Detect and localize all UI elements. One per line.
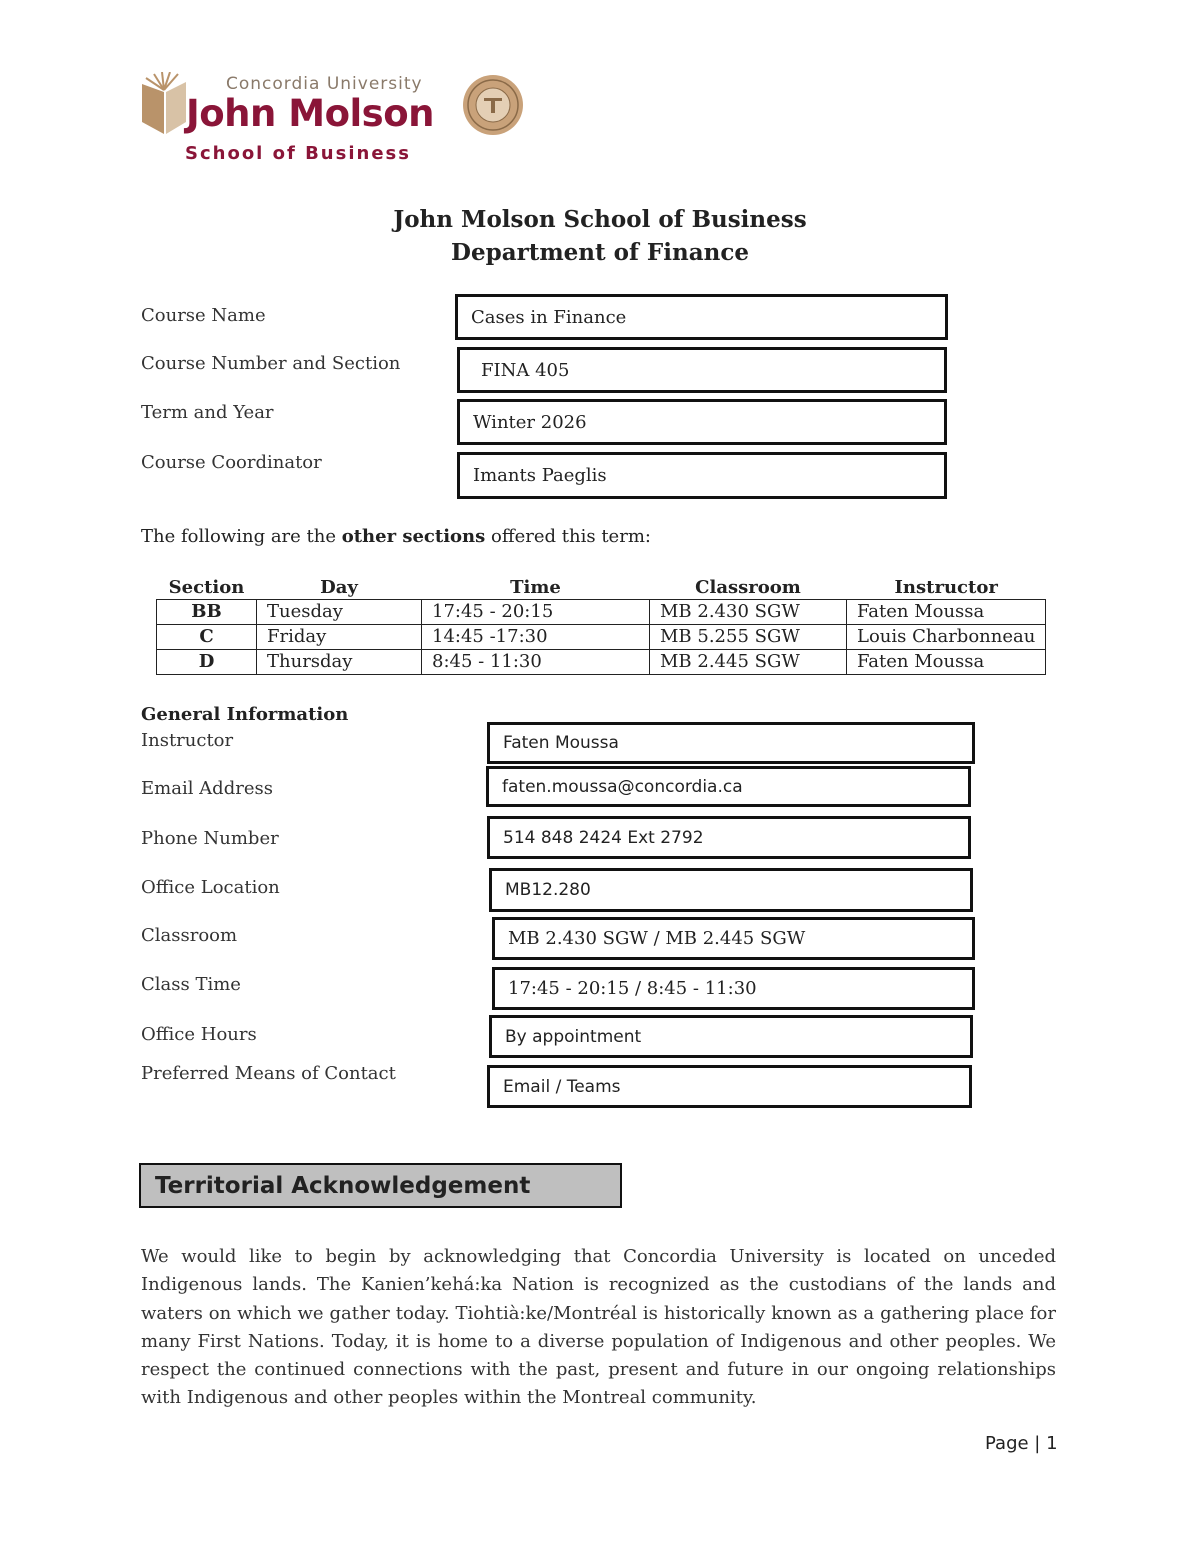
table-cell-classroom: MB 2.445 SGW: [650, 650, 847, 675]
course-coordinator-field: Imants Paeglis: [457, 452, 947, 499]
office-location-label: Office Location: [141, 877, 280, 898]
instructor-label: Instructor: [141, 730, 234, 751]
instructor-field: Faten Moussa: [487, 722, 975, 764]
territorial-acknowledgement-text: We would like to begin by acknowledging that Concordia University is located on unceded Indigenous lands. The Kanien’kehá:ka Nation is recognized as the custodians of the lands and waters on which we gather today. Tiohtià:ke/Montréal is historically known as a gathering place for many First Nations. Today, it is home to a diverse population of Indigenous and other peoples. We respect the continued connections with the past, present and future in our ongoing relationships with Indigenous and other peoples within the Montreal community.: [141, 1246, 1056, 1409]
logo-school-suffix: School of Business: [185, 143, 411, 164]
classroom-label: Classroom: [141, 925, 238, 946]
table-row: [157, 600, 1046, 625]
classroom-field: MB 2.430 SGW / MB 2.445 SGW: [492, 917, 975, 960]
table-header-time: Time: [510, 577, 561, 598]
department-heading: Department of Finance: [451, 239, 749, 266]
table-cell-instructor: Louis Charbonneau: [847, 625, 1046, 650]
sections-intro-suffix: offered this term:: [485, 526, 651, 547]
table-cell-section: BB: [157, 600, 257, 625]
sections-intro: [141, 526, 651, 547]
table-cell-time: 8:45 - 11:30: [422, 650, 650, 675]
email-field: faten.moussa@concordia.ca: [486, 766, 971, 807]
book-logo-icon: [140, 72, 190, 142]
table-cell-day: Tuesday: [257, 600, 422, 625]
table-cell-classroom: MB 2.430 SGW: [650, 600, 847, 625]
course-number-field: FINA 405: [457, 347, 947, 393]
table-row: [157, 625, 1046, 650]
office-hours-label: Office Hours: [141, 1024, 257, 1045]
preferred-contact-label: Preferred Means of Contact: [141, 1063, 396, 1084]
term-year-label: Term and Year: [141, 402, 274, 423]
course-name-field: Cases in Finance: [455, 294, 948, 340]
jmsb-logo: [140, 70, 434, 170]
table-cell-instructor: Faten Moussa: [847, 600, 1046, 625]
general-information-heading: General Information: [141, 704, 349, 725]
office-location-field: MB12.280: [489, 868, 973, 912]
table-header-day: Day: [320, 577, 358, 598]
term-year-field: Winter 2026: [457, 399, 947, 445]
territorial-acknowledgement-heading: Territorial Acknowledgement: [139, 1163, 622, 1208]
course-number-label: Course Number and Section: [141, 353, 401, 374]
course-name-label: Course Name: [141, 305, 266, 326]
class-time-field: 17:45 - 20:15 / 8:45 - 11:30: [492, 967, 975, 1010]
table-header-section: Section: [168, 577, 245, 598]
table-cell-day: Thursday: [257, 650, 422, 675]
phone-field: 514 848 2424 Ext 2792: [487, 816, 971, 859]
table-cell-instructor: Faten Moussa: [847, 650, 1046, 675]
email-label: Email Address: [141, 778, 273, 799]
school-heading: John Molson School of Business: [393, 206, 807, 233]
course-coordinator-label: Course Coordinator: [141, 452, 322, 473]
table-cell-section: C: [157, 625, 257, 650]
university-seal-icon: [462, 74, 524, 136]
page-number: Page | 1: [985, 1433, 1058, 1454]
table-row: [157, 650, 1046, 675]
logo-school-name: John Molson: [186, 92, 434, 135]
office-hours-field: By appointment: [489, 1015, 973, 1058]
table-header-classroom: Classroom: [695, 577, 801, 598]
table-header-instructor: Instructor: [894, 577, 998, 598]
sections-intro-emphasis: other sections: [341, 526, 486, 547]
sections-table: [156, 577, 1046, 675]
table-header-row: [157, 577, 1046, 600]
preferred-contact-field: Email / Teams: [487, 1065, 972, 1108]
table-cell-classroom: MB 5.255 SGW: [650, 625, 847, 650]
phone-label: Phone Number: [141, 828, 279, 849]
logo-university-name: Concordia University: [226, 74, 423, 94]
sections-intro-prefix: The following are the: [141, 526, 342, 547]
table-cell-section: D: [157, 650, 257, 675]
table-cell-time: 14:45 -17:30: [422, 625, 650, 650]
table-cell-time: 17:45 - 20:15: [422, 600, 650, 625]
class-time-label: Class Time: [141, 974, 241, 995]
table-cell-day: Friday: [257, 625, 422, 650]
